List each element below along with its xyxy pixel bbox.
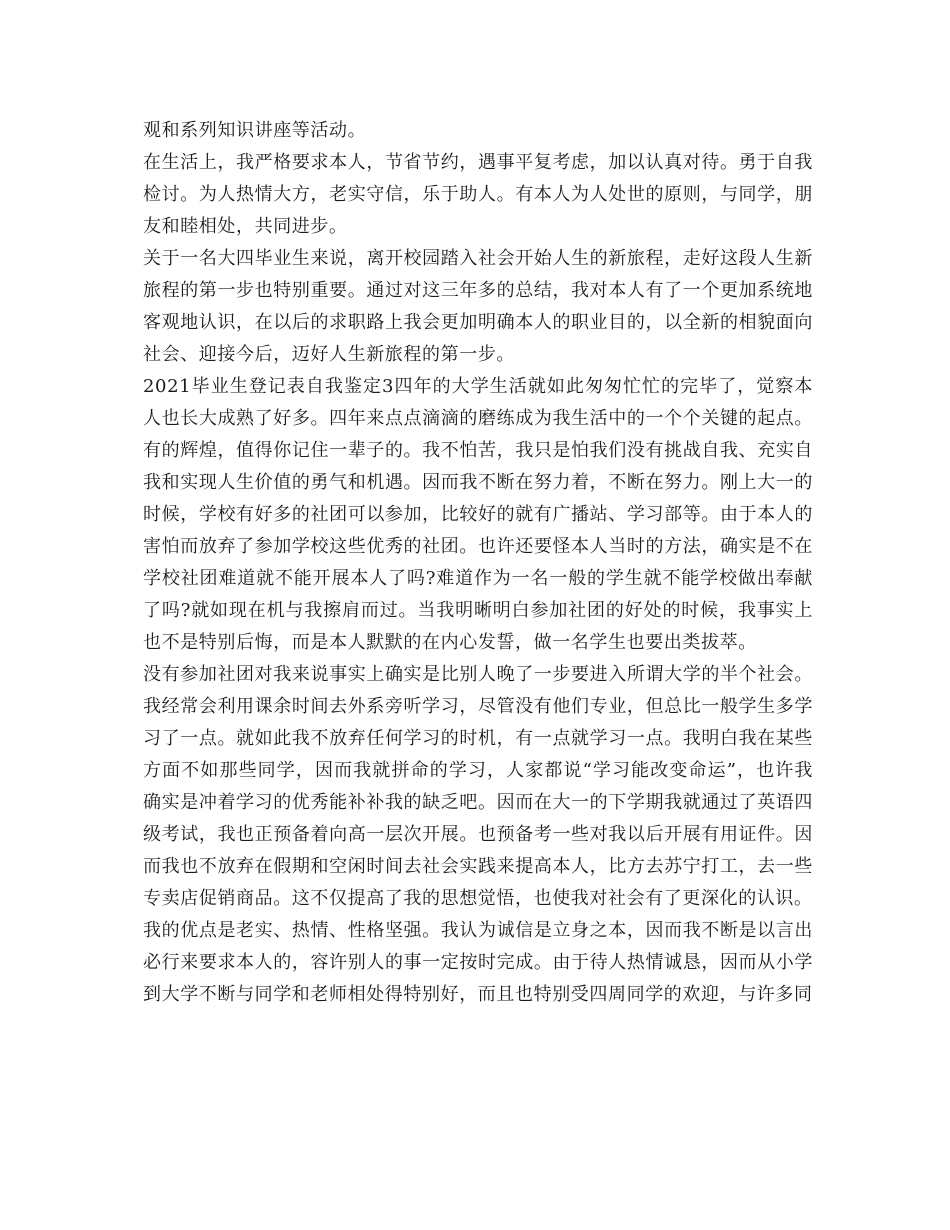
- paragraph: 我的优点是老实、热情、性格坚强。我认为诚信是立身之本，因而我不断是以言出必行来要求本人的，容许别人的事一定按时完成。由于待人热情诚恳，因而从小学到大学不断与同学和老师相处得特别好，而且也特别受四周同学的欢迎，与许多同: [143, 920, 813, 1005]
- document-body: [143, 115, 813, 1011]
- paragraph: 关于一名大四毕业生来说，离开校园踏入社会开始人生的新旅程，走好这段人生新旅程的第一步也特别重要。通过对这三年多的总结，我对本人有了一个更加系统地客观地认识，在以后的求职路上我会更加明确本人的职业目的，以全新的相貌面向社会、迎接今后，迈好人生新旅程的第一步。: [143, 248, 813, 365]
- paragraph: 在生活上，我严格要求本人，节省节约，遇事平复考虑，加以认真对待。勇于自我检讨。为人热情大方，老实守信，乐于助人。有本人为人处世的原则，与同学，朋友和睦相处，共同进步。: [143, 152, 813, 237]
- paragraph: 没有参加社团对我来说事实上确实是比别人晚了一步要进入所谓大学的半个社会。我经常会利用课余时间去外系旁听学习，尽管没有他们专业，但总比一般学生多学习了一点。就如此我不放弃任何学习的时机，有一点就学习一点。我明白我在某些方面不如那些同学，因而我就拼命的学习，人家都说“学习能改变命运”，也许我确实是冲着学习的优秀能补补我的缺乏吧。因而在大一的下学期我就通过了英语四级考试，我也正预备着向高一层次开展。也预备考一些对我以后开展有用证件。因而我也不放弃在假期和空闲时间去社会实践来提高本人，比方去苏宁打工，去一些专卖店促销商品。这不仅提高了我的思想觉悟，也使我对社会有了更深化的认识。: [143, 664, 813, 909]
- paragraph: 观和系列知识讲座等活动。: [143, 120, 367, 141]
- paragraph: 2021毕业生登记表自我鉴定3四年的大学生活就如此匆匆忙忙的完毕了，觉察本人也长大成熟了好多。四年来点点滴滴的磨练成为我生活中的一个个关键的起点。有的辉煌，值得你记住一辈子的。我不怕苦，我只是怕我们没有挑战自我、充实自我和实现人生价值的勇气和机遇。因而我不断在努力着，不断在努力。刚上大一的时候，学校有好多的社团可以参加，比较好的就有广播站、学习部等。由于本人的害怕而放弃了参加学校这些优秀的社团。也许还要怪本人当时的方法，确实是不在学校社团难道就不能开展本人了吗?难道作为一名一般的学生就不能学校做出奉献了吗?就如现在机与我擦肩而过。当我明晰明白参加社团的好处的时候，我事实上也不是特别后悔，而是本人默默的在内心发誓，做一名学生也要出类拔萃。: [143, 376, 813, 653]
